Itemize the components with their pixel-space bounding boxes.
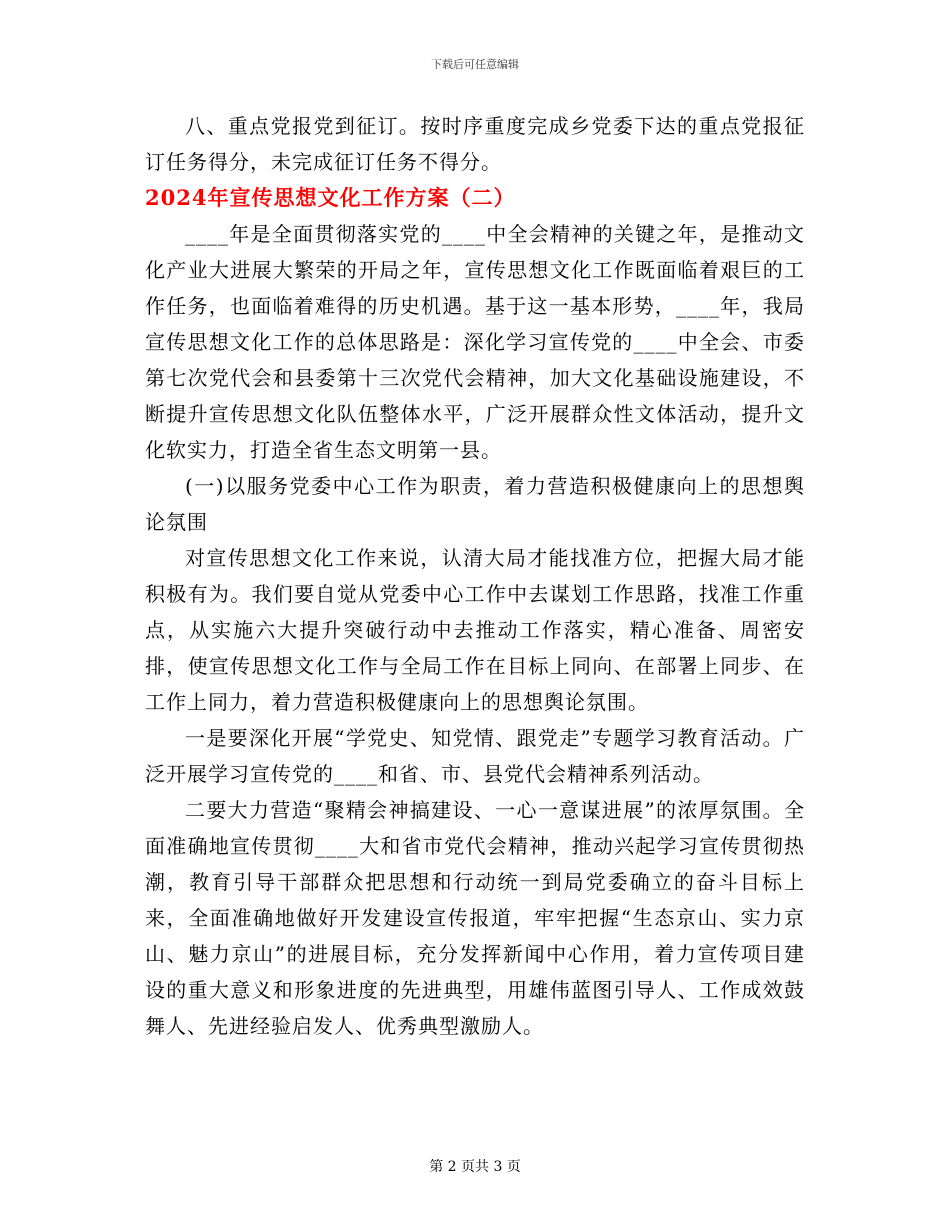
paragraph-intro: ____年是全面贯彻落实党的____中全会精神的关键之年，是推动文化产业大进展大繁荣的开局之年，宣传思想文化工作既面临着艰巨的工作任务，也面临着难得的历史机遇。基于这一基本形势，____年，我局宣传思想文化工作的总体思路是：深化学习宣传党的____中全会、市委第七次党代会和县委第十三次党代会精神，加大文化基础设施建设，不断提升宣传思想文化队伍整体水平，广泛开展群众性文体活动，提升文化软实力，打造全省生态文明第一县。 [145, 222, 805, 462]
paragraph-section-1: 对宣传思想文化工作来说，认清大局才能找准方位，把握大局才能积极有为。我们要自觉从党委中心工作中去谋划工作思路，找准工作重点，从实施六大提升突破行动中去推动工作落实，精心准备、周密安排，使宣传思想文化工作与全局工作在目标上同向、在部署上同步、在工作上同力，着力营造积极健康向上的思想舆论氛围。 [145, 546, 805, 714]
paragraph-point-2: 二要大力营造“聚精会神搞建设、一心一意谋进展”的浓厚氛围。全面准确地宣传贯彻____大和省市党代会精神，推动兴起学习宣传贯彻热潮，教育引导干部群众把思想和行动统一到局党委确立的奋斗目标上来，全面准确地做好开发建设宣传报道，牢牢把握“生态京山、实力京山、魅力京山”的进展目标，充分发挥新闻中心作用，着力宣传项目建设的重大意义和形象进度的先进典型，用雄伟蓝图引导人、工作成效鼓舞人、先进经验启发人、优秀典型激励人。 [145, 798, 805, 1038]
page-footer: 第 2 页共 3 页 [429, 1159, 521, 1175]
page-header: 下载后可任意编辑 [431, 58, 519, 71]
paragraph-item-8: 八、重点党报党到征订。按时序重度完成乡党委下达的重点党报征订任务得分，未完成征订任务不得分。 [145, 114, 805, 174]
paragraph-point-1: 一是要深化开展“学党史、知党情、跟党走”专题学习教育活动。广泛开展学习宣传党的____和省、市、县党代会精神系列活动。 [145, 726, 805, 786]
section-heading-1: (一)以服务党委中心工作为职责，着力营造积极健康向上的思想舆论氛围 [145, 474, 805, 534]
document-body [145, 108, 805, 1044]
document-title: 2024年宣传思想文化工作方案（二） [145, 185, 516, 210]
